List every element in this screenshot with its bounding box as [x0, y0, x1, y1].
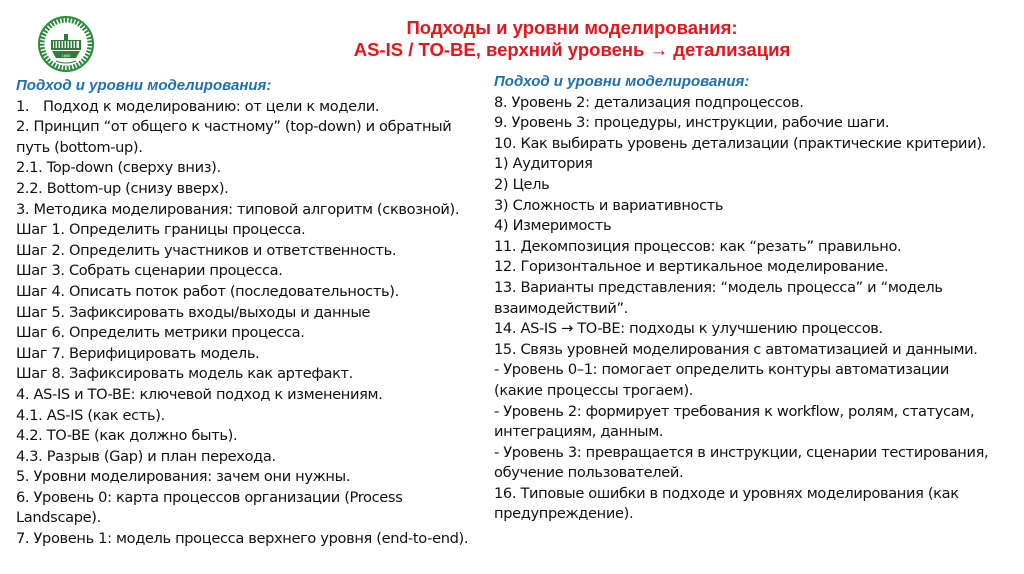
university-seal-icon [38, 14, 94, 74]
list-item: 1) Аудитория [494, 155, 593, 173]
list-item: 2.1. Top-down (сверху вниз). [16, 159, 221, 177]
svg-text:1865: 1865 [61, 53, 71, 58]
list-item: 8. Уровень 2: детализация подпроцессов. [494, 93, 804, 111]
list-item: - Уровень 2: формирует требования к workflow, ролям, статусам, интеграциям, данным. [494, 402, 975, 441]
slide-title-line-1: Подходы и уровни моделирования: [406, 17, 738, 38]
slide-title [150, 17, 994, 61]
list-item: 4. AS-IS и TO-BE: ключевой подход к изменениям. [16, 385, 383, 403]
list-item: 2) Цель [494, 175, 550, 193]
list-item: 15. Связь уровней моделирования с автоматизацией и данными. [494, 340, 978, 358]
list-item: 5. Уровни моделирования: зачем они нужны. [16, 468, 351, 486]
list-item: Шаг 4. Описать поток работ (последовательность). [16, 282, 399, 300]
right-column [494, 72, 999, 525]
list-item: 6. Уровень 0: карта процессов организации (Process Landscape). [16, 488, 403, 527]
slide-title-line-2: AS-IS / TO-BE, верхний уровень → детализация [353, 39, 791, 60]
list-item: - Уровень 0–1: помогает определить контуры автоматизации (какие процессы трогаем). [494, 361, 950, 399]
list-item: 13. Варианты представления: “модель процесса” и “модель взаимодействий”. [494, 278, 943, 317]
right-column-heading: Подход и уровни моделирования: [494, 73, 750, 90]
university-logo [38, 14, 94, 74]
list-item: 16. Типовые ошибки в подходе и уровнях моделирования (как предупреждение). [494, 484, 959, 523]
list-item: 4.2. TO-BE (как должно быть). [16, 427, 238, 445]
list-item: Шаг 7. Верифицировать модель. [16, 344, 260, 362]
list-item: 11. Декомпозиция процессов: как “резать” правильно. [494, 237, 902, 255]
list-item [16, 97, 486, 118]
list-item: 12. Горизонтальное и вертикальное моделирование. [494, 258, 889, 276]
list-item: 2.2. Bottom-up (снизу вверх). [16, 179, 229, 197]
list-item: Шаг 2. Определить участников и ответственность. [16, 241, 397, 259]
left-column [16, 76, 486, 550]
left-column-heading: Подход и уровни моделирования: [16, 77, 272, 94]
list-item: 10. Как выбирать уровень детализации (практические критерии). [494, 134, 986, 152]
list-item: Шаг 5. Зафиксировать входы/выходы и данные [16, 303, 371, 321]
list-item: 14. AS-IS → TO-BE: подходы к улучшению процессов. [494, 320, 883, 338]
list-item: 9. Уровень 3: процедуры, инструкции, рабочие шаги. [494, 114, 890, 132]
list-item: Шаг 6. Определить метрики процесса. [16, 324, 305, 342]
list-item: 4.1. AS-IS (как есть). [16, 406, 165, 424]
list-item: 7. Уровень 1: модель процесса верхнего уровня (end-to-end). [16, 530, 469, 548]
list-item: - Уровень 3: превращается в инструкции, сценарии тестирования, обучение пользователей. [494, 443, 989, 482]
list-item: Шаг 8. Зафиксировать модель как артефакт. [16, 365, 353, 383]
list-item: Шаг 3. Собрать сценарии процесса. [16, 262, 283, 280]
list-item: 2. Принцип “от общего к частному” (top-down) и обратный путь (bottom-up). [16, 118, 452, 156]
list-item: 4.3. Разрыв (Gap) и план перехода. [16, 447, 276, 465]
list-item: 3) Сложность и вариативность [494, 196, 724, 214]
list-item-text: Подход к моделированию: от цели к модели. [43, 97, 380, 115]
list-item: Шаг 1. Определить границы процесса. [16, 221, 306, 239]
list-item: 3. Методика моделирования: типовой алгоритм (сквозной). [16, 200, 460, 218]
list-item-number: 1. [16, 97, 30, 115]
list-item: 4) Измеримость [494, 217, 612, 235]
